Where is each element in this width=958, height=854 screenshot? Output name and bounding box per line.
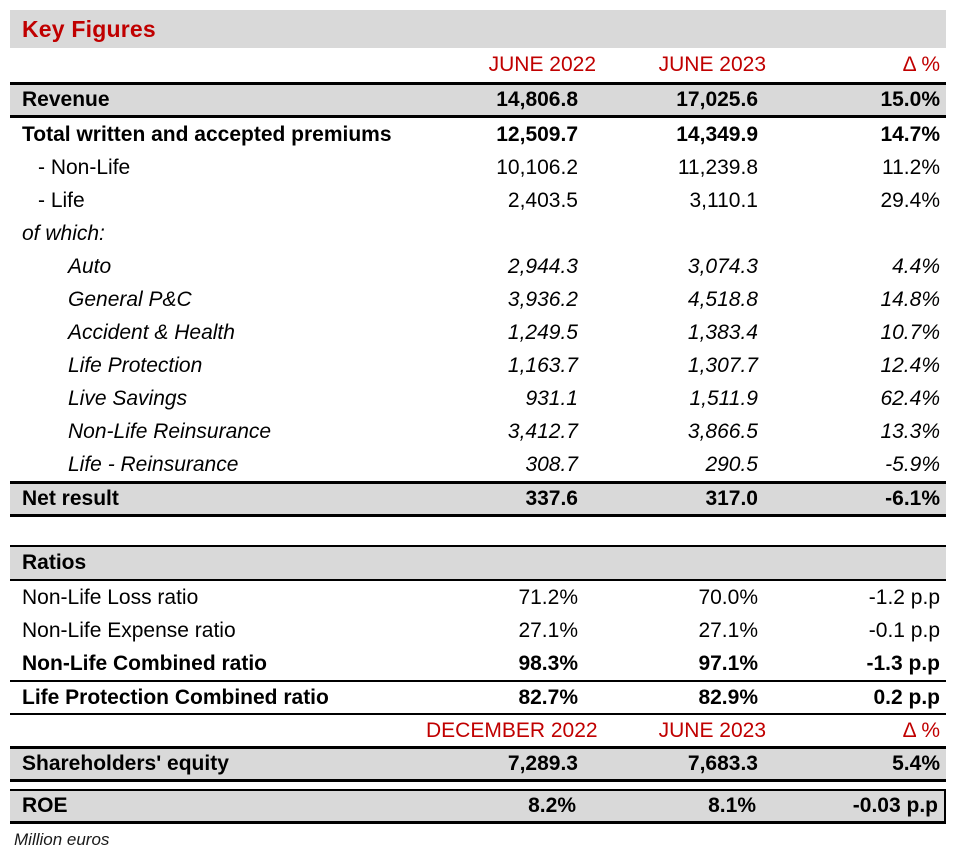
value-december-2022: 7,289.3 — [507, 752, 578, 775]
column-header-delta: Δ % — [902, 718, 940, 742]
value-delta: -1.2 p.p — [868, 585, 940, 609]
table-row-revenue — [10, 85, 946, 118]
row-label: Total written and accepted premiums — [22, 122, 392, 146]
ratios-section-header — [10, 545, 946, 581]
row-label: Net result — [22, 487, 119, 510]
table-row-non-life-reinsurance — [10, 415, 946, 448]
value-june-2023: 1,307.7 — [687, 353, 758, 377]
column-header-june-2023: JUNE 2023 — [658, 53, 766, 76]
row-label: Non-Life Combined ratio — [22, 651, 267, 675]
row-gap — [10, 782, 946, 789]
section-title: Ratios — [22, 551, 87, 574]
value-delta: 0.2 p.p — [873, 685, 940, 709]
table-row-general-pc — [10, 283, 946, 316]
value-delta: 12.4% — [880, 353, 940, 377]
table-row-accident-health — [10, 316, 946, 349]
value-june-2023: 8.1% — [708, 794, 756, 817]
table-row-net-result — [10, 484, 946, 517]
value-june-2023: 11,239.8 — [677, 155, 758, 179]
row-label: Revenue — [22, 88, 110, 111]
value-june-2022: 3,936.2 — [507, 287, 578, 311]
value-june-2022: 308.7 — [525, 452, 578, 476]
value-june-2023: 7,683.3 — [687, 752, 758, 775]
value-june-2023: 97.1% — [698, 651, 758, 675]
table-row-combined-ratio — [10, 647, 946, 682]
value-delta: 10.7% — [880, 320, 940, 344]
value-june-2023: 70.0% — [698, 585, 758, 609]
row-label: Life Protection — [68, 353, 203, 377]
value-june-2022: 10,106.2 — [496, 155, 578, 179]
value-delta: 13.3% — [880, 419, 940, 443]
value-june-2023: 3,110.1 — [689, 188, 758, 212]
value-delta: 14.8% — [880, 287, 940, 311]
row-label: Accident & Health — [68, 320, 235, 344]
title-band — [10, 10, 946, 48]
row-label: Auto — [68, 254, 112, 278]
row-label: Non-Life Loss ratio — [22, 585, 199, 609]
value-june-2022: 3,412.7 — [507, 419, 578, 443]
value-delta: 5.4% — [892, 752, 940, 775]
table-row-auto — [10, 250, 946, 283]
value-june-2023: 14,349.9 — [676, 122, 758, 146]
value-june-2023: 317.0 — [705, 487, 758, 510]
row-label: Shareholders' equity — [22, 752, 229, 775]
value-delta: 29.4% — [880, 188, 940, 212]
row-label: Life - Reinsurance — [68, 452, 239, 476]
value-june-2022: 1,249.5 — [507, 320, 578, 344]
table-row-life — [10, 184, 946, 217]
value-june-2022: 337.6 — [525, 487, 578, 510]
value-june-2022: 71.2% — [518, 585, 578, 609]
value-june-2022: 12,509.7 — [496, 122, 578, 146]
value-june-2023: 3,866.5 — [687, 419, 758, 443]
row-label: - Non-Life — [38, 155, 131, 179]
column-header-row — [10, 48, 946, 85]
row-label: Non-Life Reinsurance — [68, 419, 272, 443]
row-label: Live Savings — [68, 386, 188, 410]
column-header-delta: Δ % — [902, 53, 940, 76]
table-row-of-which — [10, 217, 946, 250]
value-delta: 15.0% — [880, 88, 940, 111]
table-row-total-premiums — [10, 118, 946, 151]
value-june-2023: 1,511.9 — [689, 386, 758, 410]
table-row-life-reinsurance — [10, 448, 946, 484]
table-row-loss-ratio — [10, 581, 946, 614]
row-label: of which: — [22, 221, 105, 245]
value-june-2023: 17,025.6 — [676, 88, 758, 111]
value-delta: 14.7% — [880, 122, 940, 146]
table-row-roe — [10, 789, 946, 824]
value-delta: 4.4% — [892, 254, 940, 278]
table-row-shareholders-equity — [10, 749, 946, 782]
value-delta: -5.9% — [885, 452, 940, 476]
value-delta: 11.2% — [882, 155, 940, 179]
units-footnote: Million euros — [14, 830, 110, 849]
equity-column-header-row — [10, 715, 946, 749]
value-december-2022: 8.2% — [528, 794, 576, 817]
table-row-life-protection-combined-ratio — [10, 682, 946, 715]
row-label: Non-Life Expense ratio — [22, 618, 236, 642]
table-row-non-life — [10, 151, 946, 184]
value-june-2022: 98.3% — [518, 651, 578, 675]
value-june-2022: 82.7% — [518, 685, 578, 709]
value-june-2023: 82.9% — [698, 685, 758, 709]
value-june-2023: 1,383.4 — [687, 320, 758, 344]
value-june-2023: 290.5 — [705, 452, 758, 476]
value-delta: 62.4% — [880, 386, 940, 410]
value-june-2022: 14,806.8 — [496, 88, 578, 111]
value-june-2022: 1,163.7 — [507, 353, 578, 377]
value-delta: -1.3 p.p — [866, 651, 940, 675]
table-row-live-savings — [10, 382, 946, 415]
value-june-2022: 2,403.5 — [507, 188, 578, 212]
value-june-2022: 2,944.3 — [507, 254, 578, 278]
page-title: Key Figures — [22, 15, 156, 42]
value-june-2023: 4,518.8 — [687, 287, 758, 311]
table-row-expense-ratio — [10, 614, 946, 647]
row-label: General P&C — [68, 287, 192, 311]
section-gap — [10, 517, 946, 545]
table-row-life-protection — [10, 349, 946, 382]
row-label: - Life — [38, 188, 85, 212]
value-june-2023: 27.1% — [698, 618, 758, 642]
value-delta: -0.1 p.p — [868, 618, 940, 642]
value-june-2023: 3,074.3 — [687, 254, 758, 278]
column-header-june-2023: JUNE 2023 — [658, 718, 766, 742]
value-june-2022: 27.1% — [518, 618, 578, 642]
column-header-june-2022: JUNE 2022 — [488, 53, 596, 76]
value-delta: -0.03 p.p — [852, 794, 938, 817]
value-june-2022: 931.1 — [525, 386, 578, 410]
value-delta: -6.1% — [885, 487, 940, 510]
row-label: Life Protection Combined ratio — [22, 685, 329, 709]
row-label: ROE — [22, 794, 68, 817]
column-header-december-2022: DECEMBER 2022 — [426, 718, 598, 742]
